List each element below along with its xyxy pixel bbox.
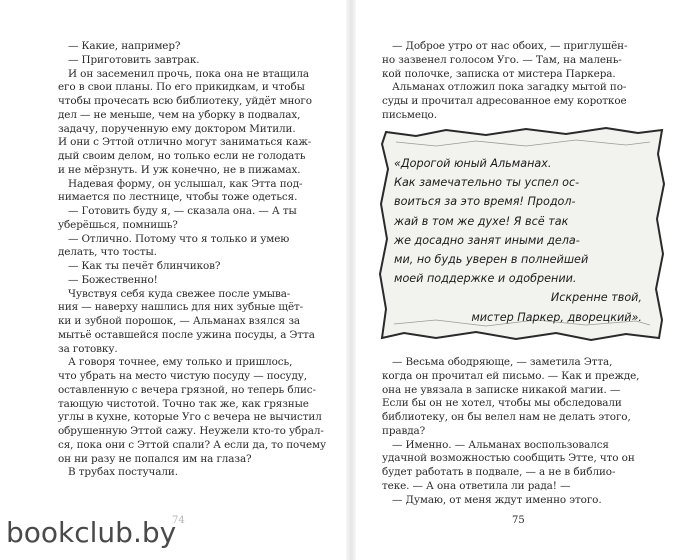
text-line: нимается по лестнице, чтобы тоже одеться. <box>58 191 298 204</box>
text-line: чтобы прочесать всю библиотеку, уйдёт много <box>58 95 312 107</box>
text-line: кой полочке, записка от мистера Паркера. <box>382 67 616 80</box>
text-line: — Готовить буду я, — сказала она. — А ты <box>68 205 297 217</box>
text-line: — Именно. — Альманах воспользовался <box>392 438 609 451</box>
letter-line: же досадно занят иными дела- <box>394 233 580 247</box>
text-line: его в свои планы. По его прикидкам, и чтобы <box>58 81 305 94</box>
letter-line: Как замечательно ты успел ос- <box>394 176 580 190</box>
text-line: — Весьма ободряюще, — заметила Этта, <box>392 356 613 368</box>
text-line: — Как ты печёт блинчиков? <box>68 260 221 272</box>
text-line: дый своим делом, но только если не голодать <box>58 150 306 162</box>
letter-signature-name: мистер Паркер, дворецкий». <box>471 310 642 324</box>
letter-line: «Дорогой юный Альманах. <box>394 157 552 170</box>
text-line: Надевая форму, он услышал, как Этта под- <box>68 177 303 190</box>
text-line: дел — не меньше, чем на уборку в подвалах, <box>58 108 301 121</box>
parchment-letter <box>376 124 668 344</box>
text-line: ки и зубной порошок, — Альманах взялся за <box>58 315 300 327</box>
text-line: обрушенную Эттой сажу. Неужели кто-то убрал- <box>58 425 324 437</box>
page-number-right: 75 <box>512 515 525 526</box>
letter-line: жай в том же духе! Я всё так <box>394 214 569 228</box>
letter-body <box>394 154 652 327</box>
text-line: и не мёрзнуть. И уж конечно, не в пижамах. <box>58 163 301 176</box>
text-line: — Какие, например? <box>68 40 181 52</box>
text-line: библиотеку, он бы велел нам не делать этого, <box>382 411 631 423</box>
text-line: ния — наверху нашлись для них зубные щёт- <box>58 301 304 314</box>
text-line: углы в кухне, которые Уго с вечера не вычистил <box>58 411 322 424</box>
watermark-text: bookclub.by <box>6 516 177 549</box>
text-line: уберёшься, помнишь? <box>58 218 178 231</box>
text-line: когда он прочитал ей письмо. — Как и прежде, <box>382 369 640 382</box>
watermark <box>0 512 210 560</box>
text-line: удачной возможностью сообщить Этте, что он <box>382 452 635 465</box>
text-line: будет работать в подвале, — а не в библио- <box>382 466 616 478</box>
letter-line: моей поддержке и одобрении. <box>394 272 577 286</box>
right-page-text-bottom <box>382 356 652 507</box>
text-line: И он засеменил прочь, пока она не втащила <box>68 67 309 80</box>
text-line: — Думаю, от меня ждут именно этого. <box>392 493 602 506</box>
text-line: за готовку. <box>58 342 118 355</box>
text-line: теке. — А она ответила ли рада! — <box>382 479 571 492</box>
text-line: что убрать на место чистую посуду — посуду, <box>58 370 307 382</box>
text-line: тающую чистотой. Точно так же, как грязные <box>58 397 309 410</box>
letter-signature-line: Искренне твой, <box>550 291 642 305</box>
text-line: — Доброе утро от нас обоих, — приглушён- <box>392 40 628 52</box>
text-line: делать, что тосты. <box>58 246 157 259</box>
text-line: правда? <box>382 424 426 437</box>
text-line: — Божественно! <box>68 273 158 286</box>
text-line: — Отлично. Потому что я только и умею <box>68 232 290 245</box>
text-line: он ни разу не попался им на глаза? <box>58 452 252 465</box>
left-page-text <box>58 40 328 480</box>
text-line: она не увязала в записке никакой магии. — <box>382 383 621 396</box>
text-line: но зазвенел голосом Уго. — Там, на малень- <box>382 53 622 66</box>
text-line: Если бы он не хотел, чтобы мы обследовали <box>382 397 622 410</box>
letter-line: воиться за это время! Продол- <box>394 195 576 209</box>
text-line: И они с Эттой отлично могут заниматься каж- <box>58 136 312 149</box>
text-line: В трубах постучали. <box>68 466 178 479</box>
text-line: А говоря точнее, ему только и пришлось, <box>68 356 293 369</box>
text-line: задачу, порученную ему доктором Митили. <box>58 122 296 135</box>
letter-line: ми, но будь уверен в полнейшей <box>394 253 589 267</box>
book-gutter <box>346 0 356 560</box>
text-line: суды и прочитал адресованное ему короткое <box>382 95 627 107</box>
text-line: — Приготовить завтрак. <box>68 53 200 66</box>
text-line: письмецо. <box>382 108 437 121</box>
text-line: мытьё оставшейся после ужина посуды, а Этта <box>58 328 315 341</box>
text-line: ся, пока они с Эттой спали? А если да, то почему <box>58 438 327 451</box>
text-line: оставленную с вечера грязной, но теперь блис- <box>58 383 316 396</box>
right-page-text-top <box>382 40 652 123</box>
text-line: Альманах отложил пока загадку мытой по- <box>392 81 627 94</box>
text-line: Чувствуя себя куда свежее после умыва- <box>68 287 291 300</box>
